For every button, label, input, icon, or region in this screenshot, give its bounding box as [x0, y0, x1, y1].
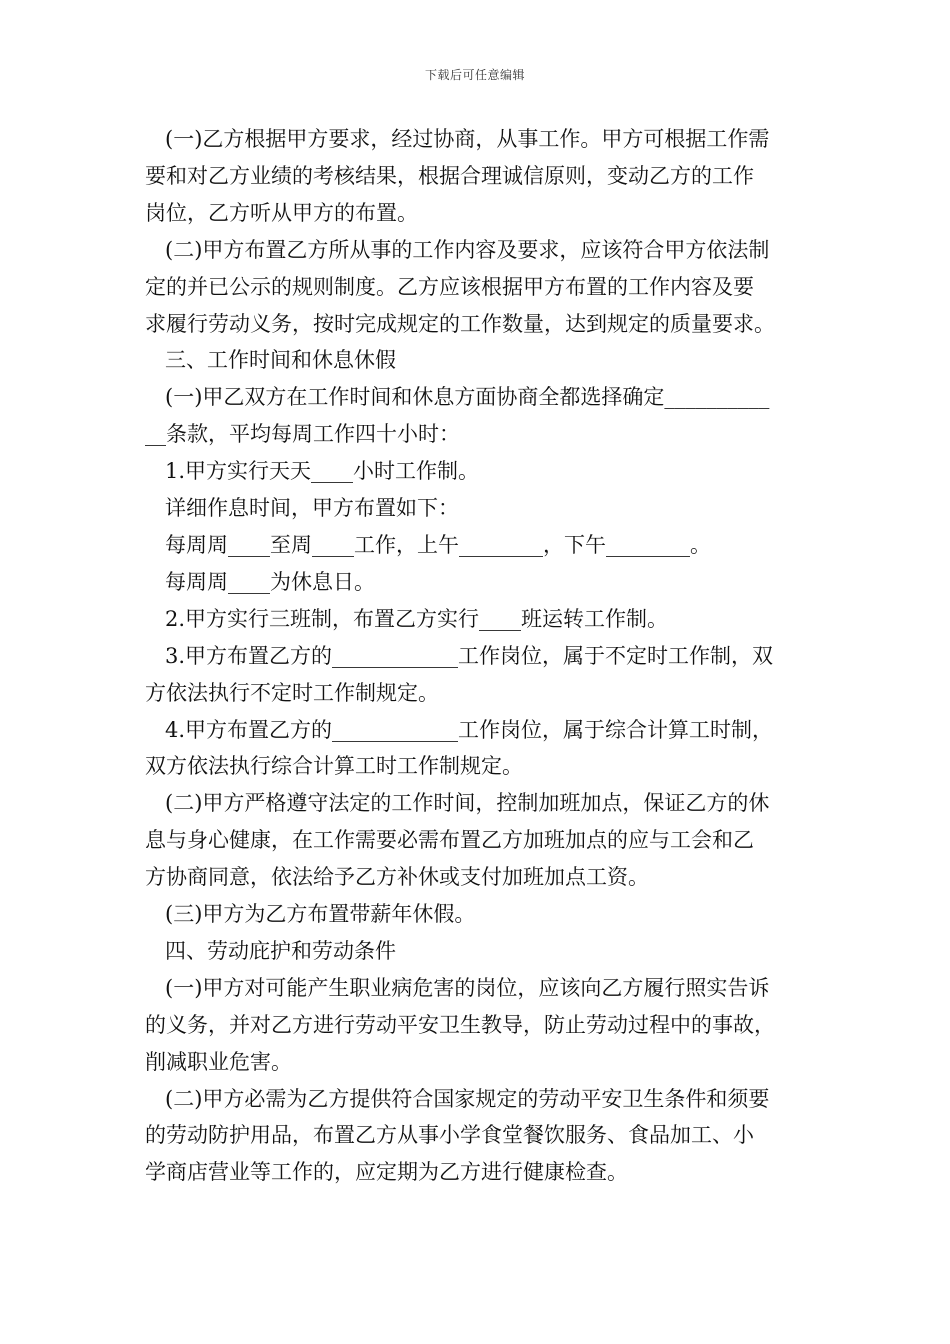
- text-line: 3.甲方布置乙方的____________工作岗位，属于不定时工作制，双: [165, 643, 774, 668]
- text-line: 要和对乙方业绩的考核结果，根据合理诚信原则，变动乙方的工作: [145, 163, 754, 188]
- text-line: __条款，平均每周工作四十小时：: [145, 422, 460, 447]
- text-line: 每周周____至周____工作，上午________，下午________。: [165, 532, 711, 557]
- text-line: 方依法执行不定时工作制规定。: [145, 680, 439, 705]
- text-line: 4.甲方布置乙方的____________工作岗位，属于综合计算工时制，: [165, 717, 774, 742]
- text-line: (三)甲方为乙方布置带薪年休假。: [165, 902, 476, 927]
- text-line: (二)甲方严格遵守法定的工作时间，控制加班加点，保证乙方的休: [165, 791, 770, 816]
- page-header: 下载后可任意编辑: [424, 68, 525, 82]
- text-line: 的劳动防护用品，布置乙方从事小学食堂餐饮服务、食品加工、小: [145, 1123, 754, 1148]
- text-line: 2.甲方实行三班制，布置乙方实行____班运转工作制。: [165, 606, 669, 631]
- text-line: 息与身心健康，在工作需要必需布置乙方加班加点的应与工会和乙: [145, 828, 754, 853]
- text-line: 双方依法执行综合计算工时工作制规定。: [145, 754, 523, 779]
- text-line: 详细作息时间，甲方布置如下：: [165, 496, 459, 521]
- text-line: 求履行劳动义务，按时完成规定的工作数量，达到规定的质量要求。: [145, 311, 775, 336]
- text-line: 每周周____为休息日。: [165, 569, 375, 594]
- text-line: 1.甲方实行天天____小时工作制。: [165, 459, 480, 484]
- text-line: 方协商同意，依法给予乙方补休或支付加班加点工资。: [145, 865, 649, 890]
- text-line: 三、工作时间和休息休假: [165, 348, 396, 373]
- text-line: (一)乙方根据甲方要求，经过协商，从事工作。甲方可根据工作需: [165, 127, 770, 151]
- text-line: (二)甲方必需为乙方提供符合国家规定的劳动平安卫生条件和须要: [165, 1086, 770, 1111]
- text-line: 定的并已公示的规则制度。乙方应该根据甲方布置的工作内容及要: [145, 274, 754, 299]
- text-line: 四、劳动庇护和劳动条件: [165, 938, 396, 963]
- text-line: (一)甲乙双方在工作时间和休息方面协商全都选择确定__________: [165, 385, 770, 410]
- text-line: 削减职业危害。: [145, 1049, 292, 1074]
- text-line: 岗位，乙方听从甲方的布置。: [145, 200, 418, 225]
- text-line: (二)甲方布置乙方所从事的工作内容及要求，应该符合甲方依法制: [165, 237, 770, 262]
- text-line: (一)甲方对可能产生职业病危害的岗位，应该向乙方履行照实告诉: [165, 975, 770, 1000]
- document-body: [145, 121, 825, 1191]
- text-line: 的义务，并对乙方进行劳动平安卫生教导，防止劳动过程中的事故，: [145, 1012, 775, 1037]
- text-line: 学商店营业等工作的，应定期为乙方进行健康检查。: [145, 1160, 628, 1185]
